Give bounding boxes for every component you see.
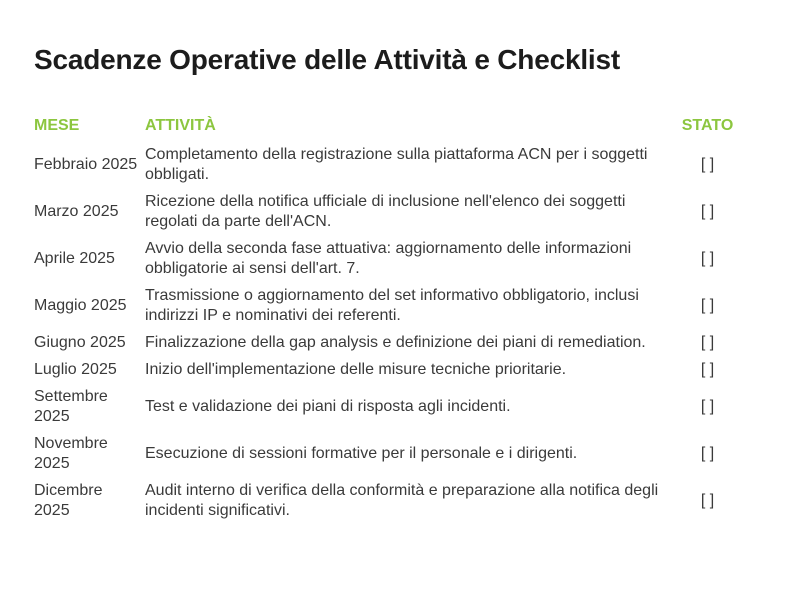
state-checkbox[interactable]: [ ]	[700, 445, 715, 462]
state-checkbox[interactable]: [ ]	[700, 361, 715, 378]
task-cell: Audit interno di verifica della conformità e preparazione alla notifica degli incidenti significativi.	[145, 482, 659, 519]
task-cell: Avvio della seconda fase attuativa: aggiornamento delle informazioni obbligatorie ai sensi dell'art. 7.	[145, 240, 632, 277]
table-row	[34, 189, 742, 236]
task-cell: Ricezione della notifica ufficiale di inclusione nell'elenco dei soggetti regolati da parte dell'ACN.	[145, 193, 626, 230]
table-row	[34, 431, 742, 478]
task-cell: Trasmissione o aggiornamento del set informativo obbligatorio, inclusi indirizzi IP e nominativi dei referenti.	[145, 287, 639, 324]
table-row	[34, 236, 742, 283]
state-checkbox[interactable]: [ ]	[700, 398, 715, 415]
state-checkbox[interactable]: [ ]	[700, 156, 715, 173]
table-row	[34, 357, 742, 384]
state-checkbox[interactable]: [ ]	[700, 492, 715, 509]
month-cell: Aprile 2025	[34, 250, 115, 267]
month-cell: Settembre 2025	[34, 388, 108, 425]
table-row	[34, 142, 742, 189]
month-cell: Maggio 2025	[34, 297, 127, 314]
month-cell: Luglio 2025	[34, 361, 117, 378]
column-header-task: ATTIVITÀ	[145, 117, 216, 134]
table-row	[34, 478, 742, 525]
table-row	[34, 330, 742, 357]
month-cell: Novembre 2025	[34, 435, 108, 472]
column-header-state: STATO	[681, 117, 734, 134]
task-cell: Finalizzazione della gap analysis e definizione dei piani di remediation.	[145, 334, 646, 351]
table-row	[34, 384, 742, 431]
task-cell: Completamento della registrazione sulla piattaforma ACN per i soggetti obbligati.	[145, 146, 648, 183]
month-cell: Giugno 2025	[34, 334, 126, 351]
month-cell: Febbraio 2025	[34, 156, 138, 173]
state-checkbox[interactable]: [ ]	[700, 203, 715, 220]
state-checkbox[interactable]: [ ]	[700, 297, 715, 314]
month-cell: Marzo 2025	[34, 203, 119, 220]
month-cell: Dicembre 2025	[34, 482, 103, 519]
state-checkbox[interactable]: [ ]	[700, 250, 715, 267]
page-title: Scadenze Operative delle Attività e Checklist	[34, 44, 620, 75]
task-cell: Test e validazione dei piani di risposta agli incidenti.	[145, 398, 511, 415]
task-cell: Esecuzione di sessioni formative per il personale e i dirigenti.	[145, 445, 578, 462]
task-cell: Inizio dell'implementazione delle misure tecniche prioritarie.	[145, 361, 567, 378]
table-header-row	[34, 112, 742, 142]
table-row	[34, 283, 742, 330]
column-header-month: MESE	[34, 117, 80, 134]
state-checkbox[interactable]: [ ]	[700, 334, 715, 351]
deadline-table	[34, 112, 742, 525]
